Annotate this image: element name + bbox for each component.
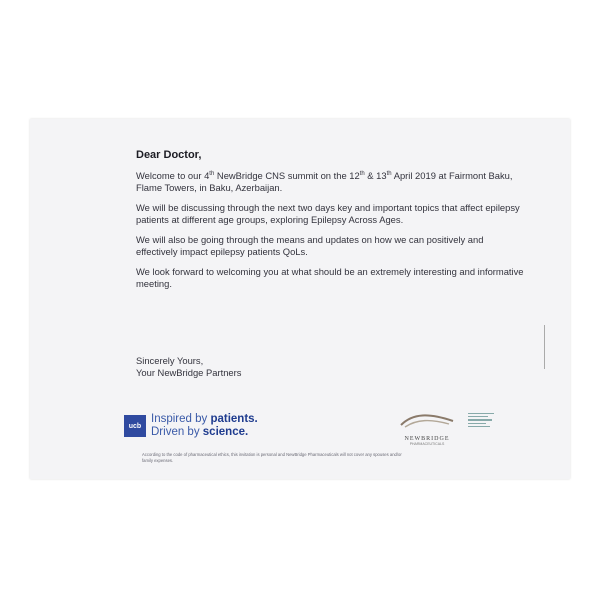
closing-line-1: Sincerely Yours,: [136, 355, 204, 366]
welcome-text-3: & 13: [364, 170, 387, 181]
letter-body: [136, 149, 526, 298]
newbridge-logo: [390, 411, 464, 446]
tagline-1a: Inspired by: [151, 413, 211, 425]
newbridge-address: [468, 411, 494, 429]
invitation-card: [30, 119, 570, 479]
paragraph-welcoming: We look forward to welcoming you at what should be an extremely interesting and informative meeting.: [136, 266, 524, 289]
vertical-print-code: [544, 325, 545, 369]
ucb-branding: [124, 413, 258, 439]
tagline-1b: patients.: [210, 413, 258, 425]
greeting: Dear Doctor,: [136, 149, 202, 161]
ucb-tagline: [151, 413, 258, 439]
ethics-disclaimer: According to the code of pharmaceutical ethics, this invitation is personal and NewBridge Pharmaceuticals will not cover any spouses and/or family expenses.: [142, 452, 402, 463]
tagline-2a: Driven by: [151, 426, 203, 438]
newbridge-swoosh-icon: [399, 411, 455, 429]
welcome-text-2: NewBridge CNS summit on the 12: [214, 170, 360, 181]
welcome-text-4: April 2019 at Fairmont Baku, Flame Towers, in Baku, Azerbaijan.: [136, 170, 513, 193]
closing: [136, 355, 241, 379]
paragraph-topics: We will be discussing through the next two days key and important topics that affect epilepsy patients at different age groups, exploring Epilepsy Across Ages.: [136, 202, 520, 225]
sup-th-1: th: [209, 170, 215, 177]
newbridge-sub: PHARMACEUTICALS: [409, 442, 445, 446]
tagline-2b: science.: [202, 426, 249, 438]
paragraph-updates: We will also be going through the means and updates on how we can positively and effectively impact epilepsy patients QoLs.: [136, 234, 484, 257]
sup-th-3: th: [386, 170, 392, 177]
ucb-logo-icon: ucb: [124, 415, 146, 437]
welcome-text-1: Welcome to our 4: [136, 170, 210, 181]
paragraph-welcome: [136, 170, 526, 193]
newbridge-name: NEWBRIDGE: [404, 436, 450, 442]
closing-line-2: Your NewBridge Partners: [136, 367, 242, 378]
sup-th-2: th: [359, 170, 365, 177]
